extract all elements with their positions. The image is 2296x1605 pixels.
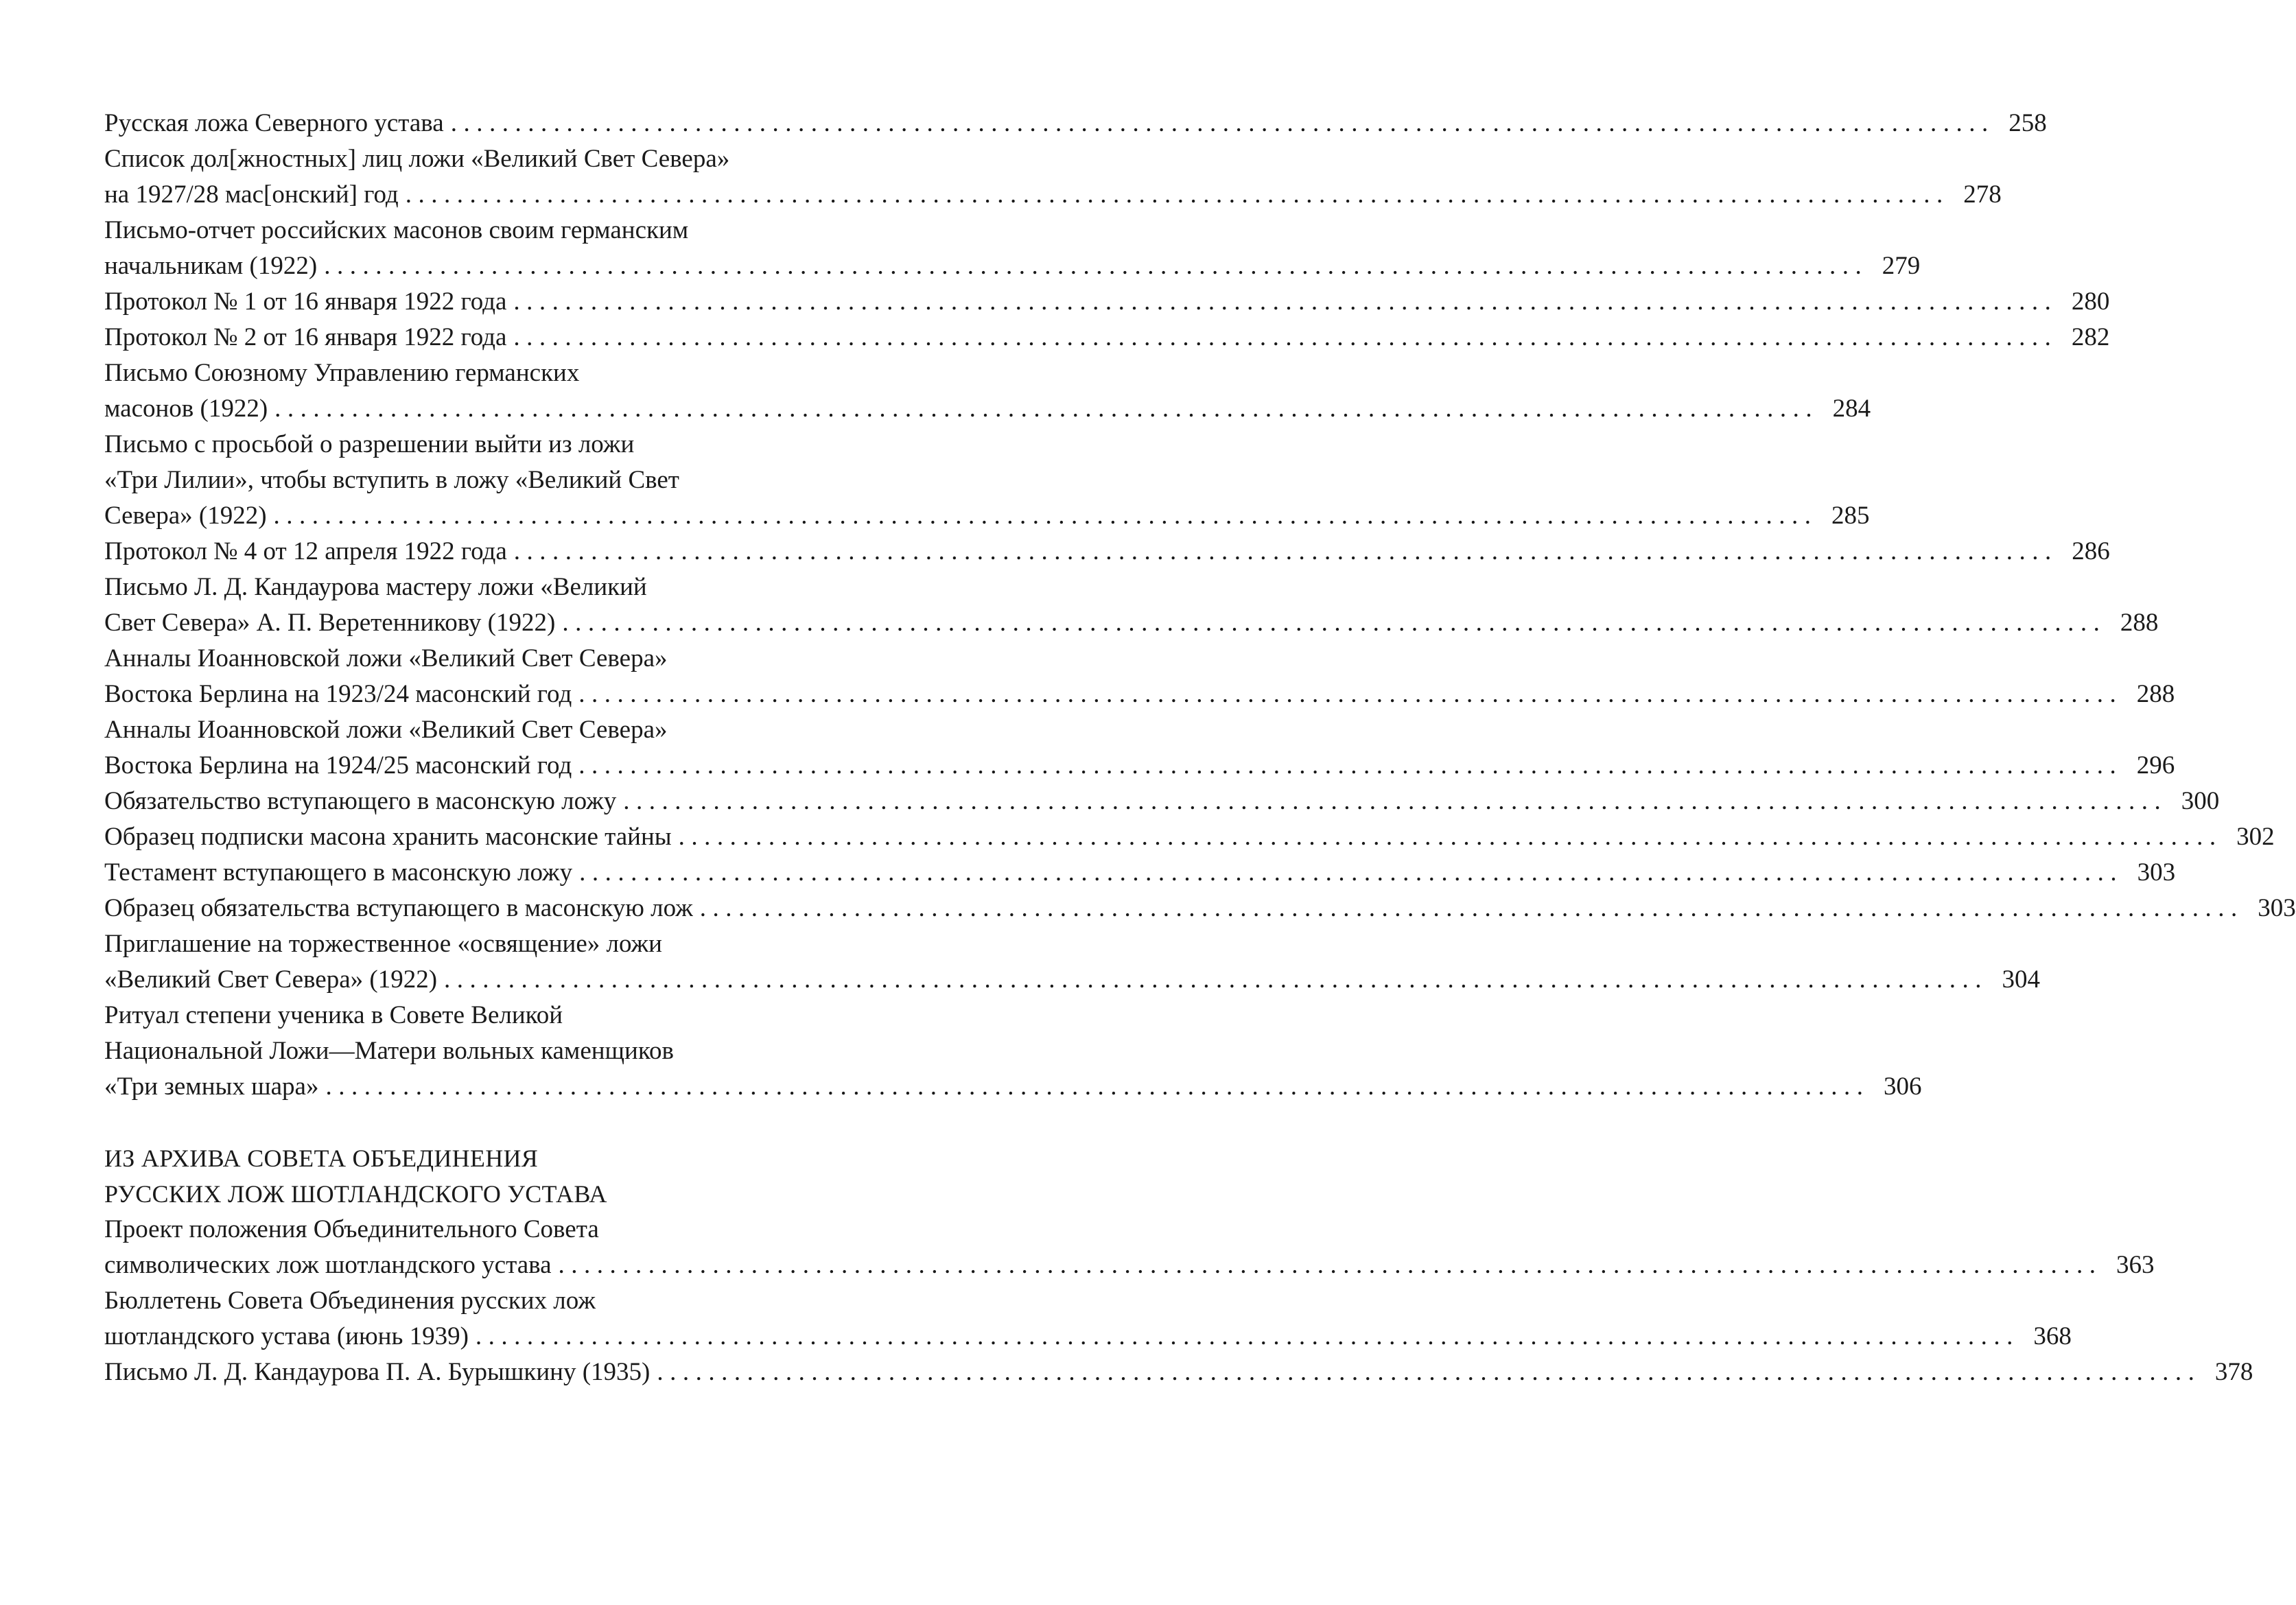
toc-entry-title-line: Обязательство вступающего в масонскую ложу xyxy=(104,787,617,815)
toc-entry xyxy=(104,141,2002,213)
toc-entry-title-line: Письмо Л. Д. Кандаурова П. А. Бурышкину (1935) xyxy=(104,1358,651,1386)
toc-entry-title-line: шотландского устава (июнь 1939) xyxy=(104,1322,469,1350)
section-heading-line: РУССКИХ ЛОЖ ШОТЛАНДСКОГО УСТАВА xyxy=(104,1180,607,1208)
toc-entry-title-line: масонов (1922) xyxy=(104,395,268,423)
toc-entry-title-line: Образец обязательства вступающего в масонскую лож xyxy=(104,894,693,922)
dot-leader: ........................................................................................................................ xyxy=(405,180,1949,209)
toc-entry-title-line: Протокол № 1 от 16 января 1922 года xyxy=(104,288,507,316)
page-number: 296 xyxy=(2136,751,2175,780)
toc-entry-title-line: Национальной Ложи—Матери вольных каменщиков xyxy=(104,1037,674,1065)
page-number: 280 xyxy=(2071,288,2110,316)
page-number: 300 xyxy=(2181,787,2220,815)
toc-entry-title-line: Востока Берлина на 1924/25 масонский год xyxy=(104,751,572,780)
dot-leader: ........................................................................................................................ xyxy=(444,965,1989,994)
toc-entry xyxy=(104,284,2110,320)
toc-entry-title-line: Письмо Союзному Управлению германских xyxy=(104,359,580,387)
toc-entry-title-line: Анналы Иоанновской ложи «Великий Свет Севера» xyxy=(104,716,668,744)
page-number: 368 xyxy=(2033,1322,2072,1350)
page-number: 286 xyxy=(2072,537,2110,565)
dot-leader: ........................................................................................................................ xyxy=(325,1073,1870,1101)
dot-leader: ........................................................................................................................ xyxy=(513,288,2058,316)
toc-entry xyxy=(104,784,2220,819)
toc-entry-leader-row xyxy=(104,498,1870,534)
dot-leader: ........................................................................................................................ xyxy=(623,787,2168,815)
dot-leader: ........................................................................................................................ xyxy=(274,395,1819,423)
page-number: 378 xyxy=(2214,1358,2253,1386)
toc-entry xyxy=(104,926,2041,998)
dot-leader: ........................................................................................................................ xyxy=(324,252,1869,280)
toc-entry xyxy=(104,712,2175,784)
dot-leader: ........................................................................................................................ xyxy=(513,323,2058,351)
toc-entry-leader-row xyxy=(104,106,2047,141)
dot-leader: ........................................................................................................................ xyxy=(678,823,2223,851)
page-number: 304 xyxy=(2002,965,2041,994)
toc-entry-leader-row xyxy=(104,962,2041,998)
toc-entry-leader-row xyxy=(104,284,2110,320)
toc-entry-leader-row xyxy=(104,177,2002,213)
toc-entry-leader-row xyxy=(104,748,2175,784)
page-number: 303 xyxy=(2137,858,2176,887)
toc-entry-leader-row xyxy=(104,784,2220,819)
toc-entry-leader-row xyxy=(104,605,2159,641)
toc-entry xyxy=(104,355,1871,427)
toc-entry-title-line: Письмо Л. Д. Кандаурова мастеру ложи «Великий xyxy=(104,573,647,601)
toc-entry-title-line: Анналы Иоанновской ложи «Великий Свет Севера» xyxy=(104,644,668,672)
page-number: 306 xyxy=(1883,1073,1922,1101)
toc-entry xyxy=(104,855,2176,891)
toc-entry xyxy=(104,641,2175,712)
toc-entry-title-line: Севера» (1922) xyxy=(104,502,267,530)
dot-leader: ........................................................................................................................ xyxy=(450,109,1995,137)
page-number: 288 xyxy=(2120,609,2159,637)
toc-entry-leader-row xyxy=(104,855,2176,891)
toc-entry xyxy=(104,819,2275,855)
toc-entry xyxy=(104,106,2047,141)
toc-entry-title-line: Протокол № 2 от 16 января 1922 года xyxy=(104,323,507,351)
page-number: 303 xyxy=(2258,894,2296,922)
toc-entry xyxy=(104,1212,2155,1283)
toc-entry-title-line: начальникам (1922) xyxy=(104,252,318,280)
toc-entry-title-line: Список дол[жностных] лиц ложи «Великий Свет Севера» xyxy=(104,145,730,173)
toc-entry-leader-row xyxy=(104,320,2110,355)
dot-leader: ........................................................................................................................ xyxy=(562,609,2107,637)
toc-entry-leader-row xyxy=(104,1069,1922,1105)
toc-entry-leader-row xyxy=(104,391,1871,427)
toc-entry-leader-row xyxy=(104,1247,2155,1283)
toc-entry-title-line: Ритуал степени ученика в Совете Великой xyxy=(104,1001,563,1029)
toc-entry-title-line: «Три Лилии», чтобы вступить в ложу «Великий Свет xyxy=(104,466,679,494)
toc-entry-title-line: «Великий Свет Севера» (1922) xyxy=(104,965,438,994)
dot-leader: ........................................................................................................................ xyxy=(273,502,1818,530)
toc-page xyxy=(104,106,2296,1390)
toc-entry xyxy=(104,570,2159,641)
toc-entry-leader-row xyxy=(104,534,2110,570)
dot-leader: ........................................................................................................................ xyxy=(657,1358,2201,1386)
dot-leader: ........................................................................................................................ xyxy=(513,537,2058,565)
toc-entry-title-line: «Три земных шара» xyxy=(104,1073,319,1101)
toc-entry xyxy=(104,213,1921,284)
toc-entry-title-line: Востока Берлина на 1923/24 масонский год xyxy=(104,680,572,708)
dot-leader: ........................................................................................................................ xyxy=(558,1251,2102,1279)
toc-section xyxy=(104,1140,2253,1390)
toc-entry-title-line: Бюллетень Совета Объединения русских лож xyxy=(104,1287,596,1315)
toc-entry-leader-row xyxy=(104,1355,2253,1390)
toc-section xyxy=(104,106,2296,1105)
page-number: 288 xyxy=(2136,680,2175,708)
toc-entry xyxy=(104,320,2110,355)
toc-entry xyxy=(104,427,1870,534)
toc-entry xyxy=(104,891,2296,926)
toc-entry-title-line: Проект положения Объединительного Совета xyxy=(104,1215,599,1243)
toc-entry-title-line: на 1927/28 мас[онский] год xyxy=(104,180,399,209)
toc-entry xyxy=(104,1283,2072,1355)
toc-entry-title-line: Русская ложа Северного устава xyxy=(104,109,444,137)
toc-entry-title-line: Образец подписки масона хранить масонские тайны xyxy=(104,823,672,851)
toc-entry-title-line: Тестамент вступающего в масонскую ложу xyxy=(104,858,573,887)
toc-entry-leader-row xyxy=(104,677,2175,712)
page-number: 284 xyxy=(1832,395,1871,423)
page-number: 278 xyxy=(1963,180,2002,209)
toc-entry xyxy=(104,998,1922,1105)
toc-entry-leader-row xyxy=(104,248,1921,284)
toc-entry xyxy=(104,1355,2253,1390)
page-number: 279 xyxy=(1882,252,1921,280)
dot-leader: ........................................................................................................................ xyxy=(699,894,2244,922)
toc-entry-title-line: Письмо-отчет российских масонов своим германским xyxy=(104,216,689,244)
dot-leader: ........................................................................................................................ xyxy=(475,1322,2019,1350)
page-number: 363 xyxy=(2116,1251,2155,1279)
toc-entry-title-line: Письмо с просьбой о разрешении выйти из ложи xyxy=(104,430,635,458)
page-number: 285 xyxy=(1831,502,1870,530)
dot-leader: ........................................................................................................................ xyxy=(578,680,2123,708)
toc-entry-leader-row xyxy=(104,1319,2072,1355)
page-number: 302 xyxy=(2236,823,2275,851)
toc-entry-title-line: Свет Севера» А. П. Веретенникову (1922) xyxy=(104,609,556,637)
toc-entry xyxy=(104,534,2110,570)
page-number: 258 xyxy=(2008,109,2047,137)
section-heading-line: ИЗ АРХИВА СОВЕТА ОБЪЕДИНЕНИЯ xyxy=(104,1145,539,1172)
toc-entry-title-line: Протокол № 4 от 12 апреля 1922 года xyxy=(104,537,507,565)
toc-entry-title-line: Приглашение на торжественное «освящение» ложи xyxy=(104,930,662,958)
toc-entry-title-line: символических лож шотландского устава xyxy=(104,1251,552,1279)
page-number: 282 xyxy=(2071,323,2110,351)
toc-entry-leader-row xyxy=(104,819,2275,855)
toc-entry-leader-row xyxy=(104,891,2296,926)
dot-leader: ........................................................................................................................ xyxy=(579,858,2124,887)
dot-leader: ........................................................................................................................ xyxy=(578,751,2123,780)
